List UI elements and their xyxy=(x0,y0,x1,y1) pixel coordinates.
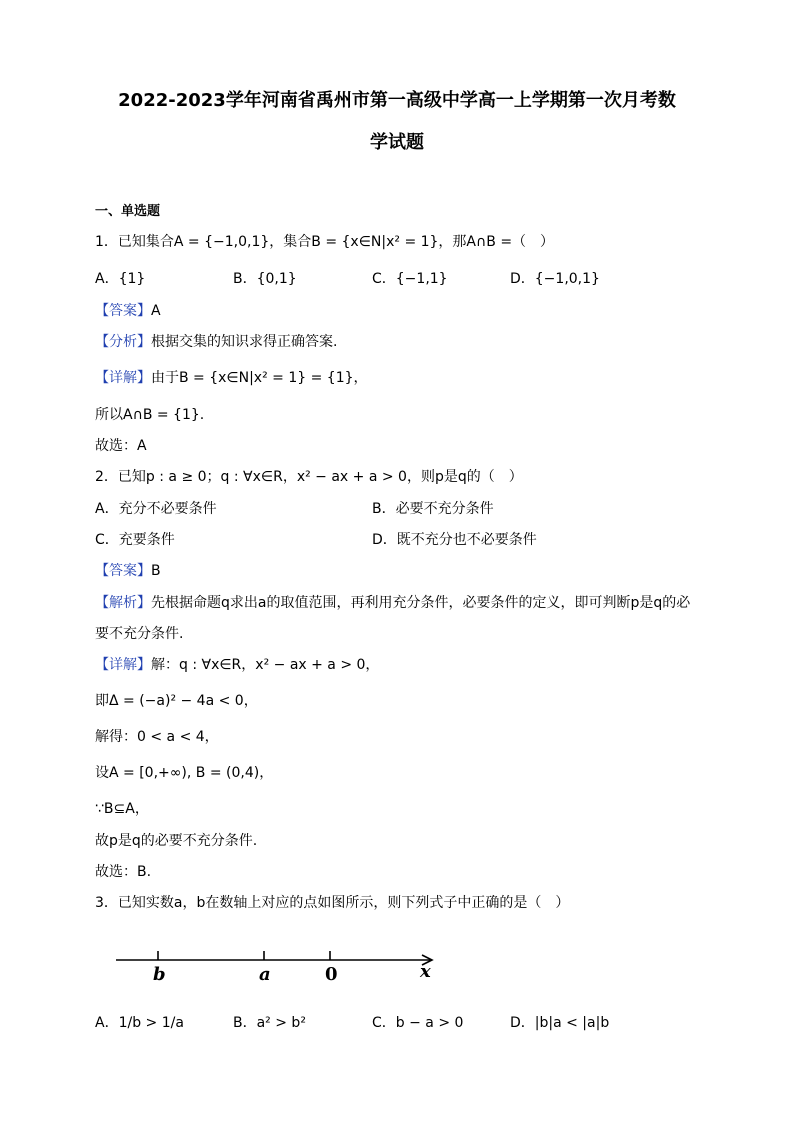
q2-option-d: D．既不充分也不必要条件 xyxy=(372,532,537,548)
q2-line: 故p是q的必要不充分条件. xyxy=(95,833,258,849)
q1-stem: 1．已知集合A = {−1,0,1}，集合B = {x∈N|x² = 1}，那A∩B =（ ） xyxy=(95,234,555,250)
q2-jiexi xyxy=(95,594,690,612)
q1-choose: 故选：A xyxy=(95,438,147,454)
answer-value: B xyxy=(151,563,161,579)
q2-choose: 故选：B. xyxy=(95,864,152,880)
q2-option-c: C．充要条件 xyxy=(95,532,175,548)
q1-analysis xyxy=(95,333,337,351)
q2-detail xyxy=(95,656,379,674)
detail-text: 解：q : ∀x∈R，x² − ax + a > 0， xyxy=(151,657,380,673)
q1-option-d: D．{−1,0,1} xyxy=(510,271,600,287)
detail-text: 由于B = {x∈N|x² = 1} = {1}， xyxy=(151,370,368,386)
q2-line: 解得：0 < a < 4， xyxy=(95,729,219,745)
q2-answer xyxy=(95,562,161,580)
q2-option-a: A．充分不必要条件 xyxy=(95,501,217,517)
q1-answer xyxy=(95,302,161,320)
jiexi-text: 先根据命题q求出a的取值范围，再利用充分条件，必要条件的定义，即可判断p是q的必 xyxy=(151,595,691,611)
analysis-tag: 【分析】 xyxy=(95,334,151,350)
q3-stem: 3．已知实数a，b在数轴上对应的点如图所示，则下列式子中正确的是（ ） xyxy=(95,895,570,911)
q2-line: 即Δ = (−a)² − 4a < 0， xyxy=(95,693,258,709)
label-zero: 0 xyxy=(325,964,338,985)
label-x: x xyxy=(420,961,431,982)
q1-option-c: C．{−1,1} xyxy=(372,271,448,287)
answer-value: A xyxy=(151,303,161,319)
analysis-text: 根据交集的知识求得正确答案. xyxy=(151,334,338,350)
q2-line: 设A = [0,+∞), B = (0,4)， xyxy=(95,765,274,781)
q2-line: ∵B⊆A， xyxy=(95,801,149,817)
q1-option-b: B．{0,1} xyxy=(233,271,297,287)
answer-tag: 【答案】 xyxy=(95,303,151,319)
q1-option-a: A．{1} xyxy=(95,271,146,287)
q1-line: 所以A∩B = {1}. xyxy=(95,407,205,423)
detail-tag: 【详解】 xyxy=(95,657,151,673)
q2-option-b: B．必要不充分条件 xyxy=(372,501,494,517)
q3-option-a: A．1/b > 1/a xyxy=(95,1015,184,1031)
label-a: a xyxy=(259,964,271,985)
q3-option-d: D．|b|a < |a|b xyxy=(510,1015,610,1031)
detail-tag: 【详解】 xyxy=(95,370,151,386)
jiexi-tag: 【解析】 xyxy=(95,595,151,611)
page-title: 2022-2023学年河南省禹州市第一高级中学高一上学期第一次月考数 xyxy=(118,90,676,111)
q3-option-b: B．a² > b² xyxy=(233,1015,306,1031)
label-b: b xyxy=(153,964,166,985)
answer-tag: 【答案】 xyxy=(95,563,151,579)
q2-stem: 2．已知p : a ≥ 0；q : ∀x∈R，x² − ax + a > 0，则p是q的（ ） xyxy=(95,469,523,485)
q1-detail xyxy=(95,369,368,387)
section-heading: 一、单选题 xyxy=(95,204,161,219)
number-line xyxy=(110,940,440,990)
page-title-line2: 学试题 xyxy=(370,132,424,153)
q3-option-c: C．b − a > 0 xyxy=(372,1015,464,1031)
q2-jiexi-cont: 要不充分条件. xyxy=(95,626,184,642)
